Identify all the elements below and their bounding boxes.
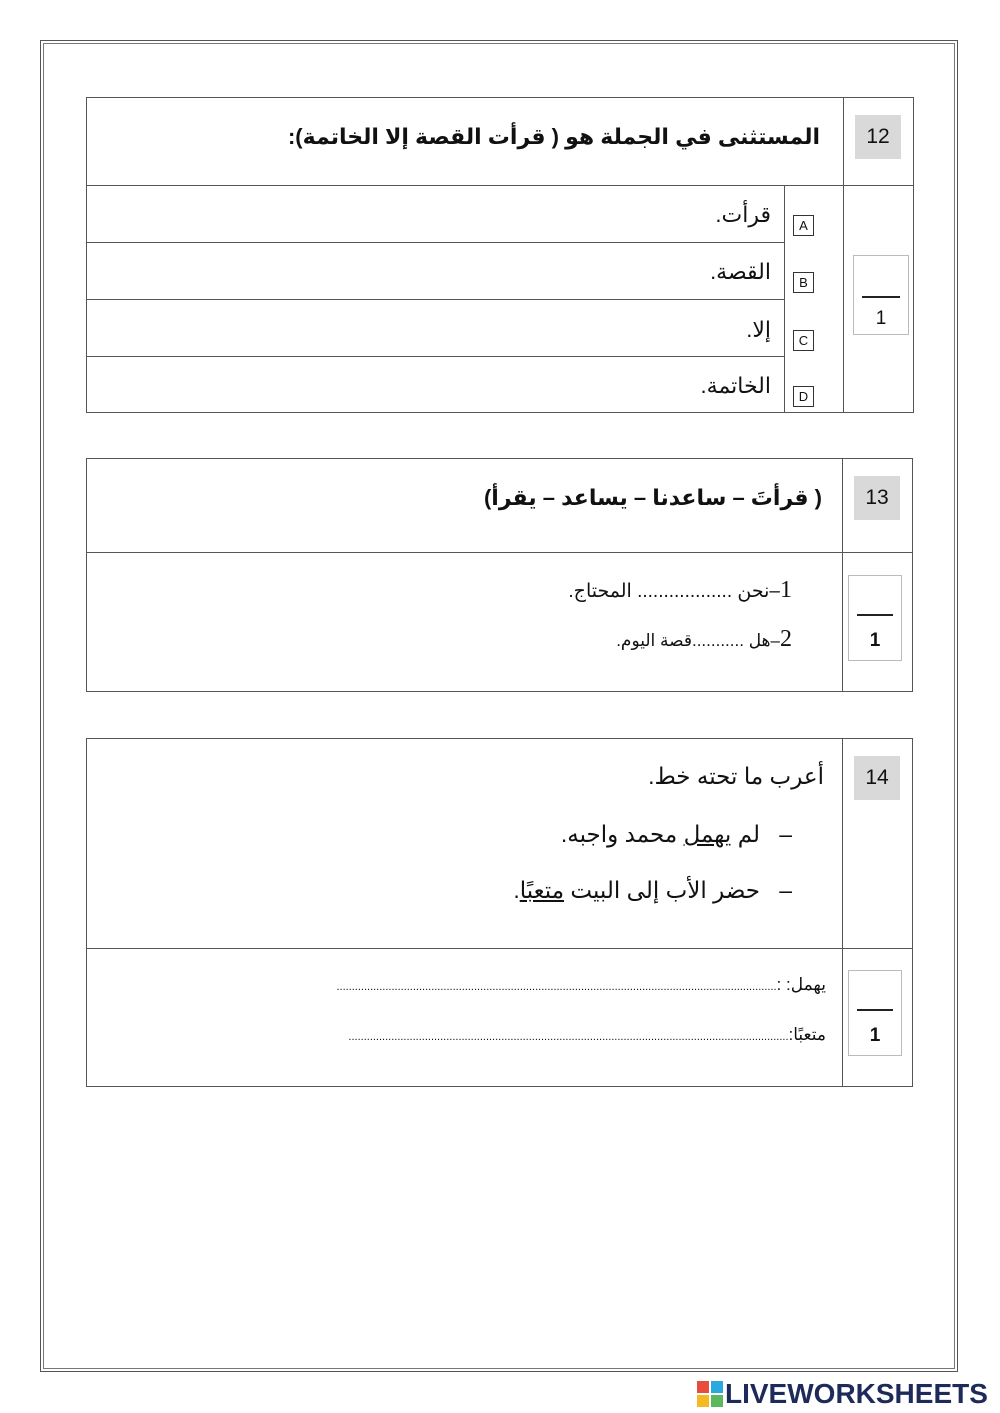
item-number: 1 (780, 577, 792, 603)
question-number: 14 (854, 756, 900, 800)
sentence-bullet: – (779, 821, 792, 847)
underlined-word: متعبًا (519, 877, 565, 903)
sentence-after: محمد واجبه. (560, 821, 678, 847)
brand-name: LIVEWORKSHEETS (725, 1378, 988, 1409)
fill-item-2 (616, 626, 792, 653)
sentence-before: لم (737, 821, 761, 847)
item-after: قصة اليوم. (616, 631, 692, 650)
answer-label: يهمل: : (776, 975, 826, 994)
option-a-box[interactable]: A (793, 215, 814, 236)
question-prompt: ( قرأتَ – ساعدنا – يساعد – يقرأ) (483, 485, 822, 510)
sentence-after: . (513, 877, 520, 903)
score-box[interactable] (848, 970, 902, 1056)
score-box[interactable] (853, 255, 909, 335)
answer-blank[interactable]: ........... (691, 631, 744, 650)
score-points: 1 (875, 308, 887, 329)
question-12-box (86, 97, 914, 413)
item-after: المحتاج. (568, 581, 632, 602)
option-c-box[interactable]: C (793, 330, 814, 351)
liveworksheets-logo (697, 1378, 988, 1410)
question-13-box (86, 458, 913, 692)
score-blank (862, 296, 900, 298)
item-before: هل (748, 631, 771, 650)
option-d-box[interactable]: D (793, 386, 814, 407)
answer-blank[interactable]: ................................................................................................................................................ (348, 1031, 789, 1043)
logo-mark-icon (697, 1381, 723, 1407)
option-a-text[interactable]: قرأت. (715, 202, 771, 227)
score-blank (857, 614, 893, 616)
sentence-before: حضر الأب إلى البيت (570, 877, 761, 903)
question-number: 13 (854, 476, 900, 520)
score-blank (857, 1009, 893, 1011)
option-b-box[interactable]: B (793, 272, 814, 293)
answer-blank[interactable]: .................. (637, 581, 733, 602)
underlined-word: يهمل (683, 821, 732, 847)
option-d-text[interactable]: الخاتمة. (700, 373, 771, 398)
sentence-1 (561, 821, 792, 848)
answer-line-1 (146, 975, 826, 995)
item-dash: – (770, 631, 780, 650)
score-points: 1 (869, 630, 881, 651)
fill-item-1 (568, 577, 792, 604)
sentence-bullet: – (779, 877, 792, 903)
answer-line-2 (146, 1025, 826, 1045)
option-c-text[interactable]: إلا. (746, 317, 771, 342)
score-points: 1 (869, 1025, 881, 1046)
answer-label: متعبًا: (788, 1025, 826, 1044)
item-number: 2 (780, 626, 792, 652)
item-dash: – (769, 581, 780, 602)
question-number: 12 (855, 115, 901, 159)
sentence-2 (513, 877, 792, 904)
answer-blank[interactable]: ................................................................................................................................................ (336, 981, 777, 993)
question-14-box (86, 738, 913, 1087)
question-prompt: أعرب ما تحته خط. (648, 763, 824, 789)
option-b-text[interactable]: القصة. (710, 259, 771, 284)
question-prompt: المستثنى في الجملة هو ( قرأت القصة إلا الخاتمة): (287, 124, 820, 149)
item-before: نحن (737, 581, 770, 602)
score-box[interactable] (848, 575, 902, 661)
